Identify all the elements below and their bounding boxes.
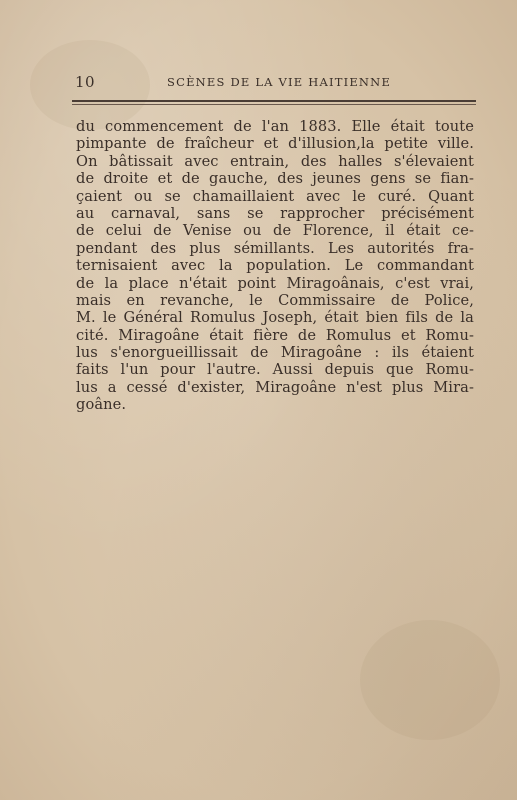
body-text [76,118,474,414]
text-line: pendant des plus sémillants. Les autorités fra- [76,239,474,257]
text-line: On bâtissait avec entrain, des halles s'élevaient [76,152,474,170]
paper-stain [360,620,500,740]
page-number: 10 [75,73,96,91]
text-line: du commencement de l'an 1883. Elle était toute [76,118,474,135]
text-line: de droite et de gauche, des jeunes gens se fian- [76,170,474,188]
text-line: mais en revanche, le Commissaire de Police, [76,291,474,309]
text-line: ternisaient avec la population. Le commandant [76,257,474,275]
header-rule [72,100,476,102]
text-line: çaient ou se chamaillaient avec le curé. Quant [76,187,474,205]
text-line: de la place n'était point Miragoânais, c'est vrai, [76,274,474,292]
text-line: goâne. [76,396,127,414]
text-line: pimpante de fraîcheur et d'illusion,la petite ville. [76,135,474,153]
text-line: lus a cessé d'exister, Miragoâne n'est plus Mira- [76,378,474,396]
text-line: lus s'enorgueillissait de Miragoâne : ils étaient [76,344,474,362]
text-line: de celui de Venise ou de Florence, il était ce- [76,222,474,240]
text-line: au carnaval, sans se rapprocher précisément [76,204,474,222]
text-line: M. le Général Romulus Joseph, était bien fils de la [76,309,474,327]
text-line: faits l'un pour l'autre. Aussi depuis que Romu- [76,361,474,379]
page-header [75,73,475,91]
running-head: SCÈNES DE LA VIE HAITIENNE [167,75,392,89]
text-line: cité. Miragoâne était fière de Romulus et Romu- [76,326,474,344]
header-rule-thin [72,104,476,105]
